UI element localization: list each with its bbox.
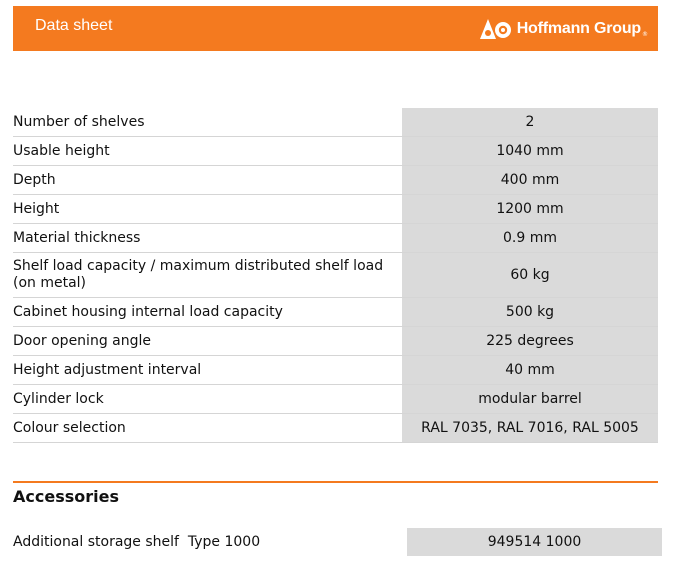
spec-value: 400 mm: [402, 166, 658, 194]
page-title: Data sheet: [35, 17, 113, 34]
table-row: [13, 224, 658, 253]
table-row: [13, 385, 658, 414]
spec-value: modular barrel: [402, 385, 658, 413]
spec-value: 40 mm: [402, 356, 658, 384]
accessory-article-number: 949514 1000: [407, 528, 662, 556]
spec-label: Number of shelves: [13, 113, 145, 130]
table-row: [13, 414, 658, 443]
accessories-heading: Accessories: [13, 487, 119, 506]
table-row: [13, 298, 658, 327]
spec-label: Door opening angle: [13, 332, 151, 349]
spec-label: Height: [13, 200, 60, 217]
spec-label: Usable height: [13, 142, 110, 159]
spec-label: Shelf load capacity / maximum distributed shelf load (on metal): [13, 258, 384, 291]
registered-mark: ®: [642, 31, 648, 38]
spec-value: 1200 mm: [402, 195, 658, 223]
spec-value: 225 degrees: [402, 327, 658, 355]
table-row: [13, 166, 658, 195]
spec-label: Depth: [13, 171, 56, 188]
spec-label: Cabinet housing internal load capacity: [13, 303, 283, 320]
table-row: [13, 195, 658, 224]
spec-table: [13, 108, 658, 443]
spec-label: Colour selection: [13, 419, 126, 436]
hoffmann-logo-icon: [479, 18, 513, 40]
spec-value: 500 kg: [402, 298, 658, 326]
spec-label: Height adjustment interval: [13, 361, 202, 378]
accessory-label: Additional storage shelf Type 1000: [13, 534, 261, 550]
spec-value: 0.9 mm: [402, 224, 658, 252]
spec-value: 1040 mm: [402, 137, 658, 165]
spec-label: Material thickness: [13, 229, 141, 246]
spec-value: RAL 7035, RAL 7016, RAL 5005: [402, 414, 658, 442]
brand-logo: [479, 17, 648, 41]
table-row: [13, 327, 658, 356]
table-row: [13, 108, 658, 137]
spec-value: 2: [402, 108, 658, 136]
table-row: [13, 528, 662, 556]
accessories-divider: [13, 481, 658, 483]
table-row: [13, 356, 658, 385]
spec-label: Cylinder lock: [13, 390, 104, 407]
brand-name: Hoffmann Group: [516, 20, 641, 37]
spec-value: 60 kg: [402, 253, 658, 297]
header-bar: [13, 6, 658, 51]
table-row: [13, 137, 658, 166]
table-row: [13, 253, 658, 298]
